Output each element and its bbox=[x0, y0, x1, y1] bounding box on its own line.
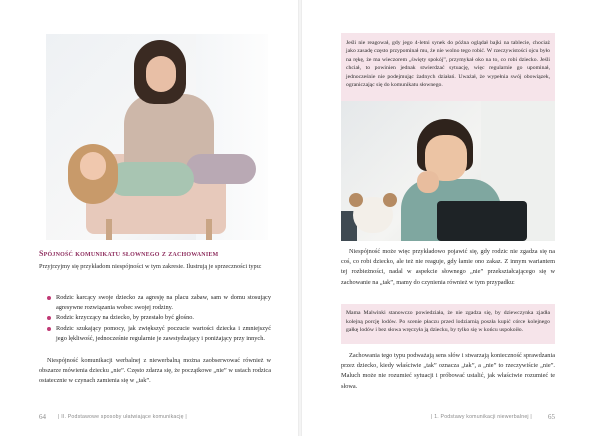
body-paragraph: Zachowania tego typu podważają sens słów i stwarzają konieczność sprawdzania przez dziecko, kiedy właściwie „tak” oznacza „tak”, a „nie” to rzeczywiście „nie”. Maluch może nie rozumieć sytuacji i próbować ustalić, jak właściwie rozumieć te słowa. bbox=[341, 352, 555, 390]
running-footer-left: | II. Podstawowe sposoby ułatwiające komunikację | bbox=[58, 414, 187, 420]
example-box-top bbox=[341, 33, 555, 101]
example-box-bottom bbox=[341, 304, 555, 344]
bullet-icon bbox=[47, 327, 51, 331]
mother-daughter-photo bbox=[46, 34, 268, 240]
bullet-icon bbox=[47, 316, 51, 320]
intro-paragraph: Przyjrzyjmy się przykładom niespójności w tym zakresie. Ilustrują je sprzeczności typu: bbox=[39, 263, 262, 270]
bullet-icon bbox=[47, 296, 51, 300]
running-footer-right: | 1. Podstawy komunikacji niewerbalnej | bbox=[431, 414, 532, 420]
page-number-right: 65 bbox=[548, 413, 555, 421]
body-paragraph: Niespójność może więc przykładowo pojawić się, gdy rodzic nie zgadza się na coś, co robi dziecko, ale też nie reaguje, gdy łamie ono zakaz. Z innym wariantem tej rozbieżności, nadal w aspekcie słownego „nie” przekształcającego się w zachowanie na „tak”, mamy do czynienia również w tym przypadku: bbox=[341, 248, 555, 286]
book-gutter bbox=[298, 0, 302, 436]
example-text: Mama Malwinki stanowczo powiedziała, że nie zgadza się, by dziewczynka zjadła kolejną porcję lodów. Po scenie płaczu przed lodziarnią poszła kupić córce kolejnego gałkę lodów i bez słowa wręczyła ją dziecku, by tylko się w końcu uspokoiło. bbox=[346, 310, 550, 334]
section-heading: Spójność komunikatu słownego z zachowaniem bbox=[39, 249, 219, 258]
list-item: Rodzic krzyczący na dziecko, by przestało być głośno. bbox=[47, 313, 271, 323]
list-item: Rodzic szukający pomocy, jak zwiększyć poczucie wartości dziecka i zmniejszyć jego lękliwość, jednocześnie regularnie je zawstydzający i poniżający przy innych. bbox=[47, 324, 271, 344]
list-item: Rodzic karcący swoje dziecko za agresję na placu zabaw, sam w domu stosujący agresywne rozwiązania wobec swojej rodziny. bbox=[47, 293, 271, 313]
bullet-list bbox=[47, 293, 271, 344]
example-text: Jeśli nie reagował, gdy jego 4-letni synek do późna oglądał bajki na tablecie, chociaż jako zasadę często przypominał mu, że nie wolno tego robić. W rzeczywistości ojcu było na rękę, że ma wieczorem „święty spokój”, przymykał oko na to, co robi dziecko. Jeśli chciał, to powinien jednak stwierdzać sytuację, więc regularnie go upominał, jednocześnie nie podejmując żadnych działań. Uważał, że wypełnia swój obowiązek, ograniczając się do komunikatu słownego. bbox=[346, 40, 550, 89]
page-number-left: 64 bbox=[39, 413, 46, 421]
body-paragraph: Niespójność komunikacji werbalnej z niewerbalną można zaobserwować również w obszarze mówienia dziecku „nie”. Często zdarza się, że początkowe „nie” w ustach rodzica ostatecznie w czynach zamienia się w „tak”. bbox=[39, 357, 271, 385]
boy-tablet-photo bbox=[341, 101, 555, 241]
